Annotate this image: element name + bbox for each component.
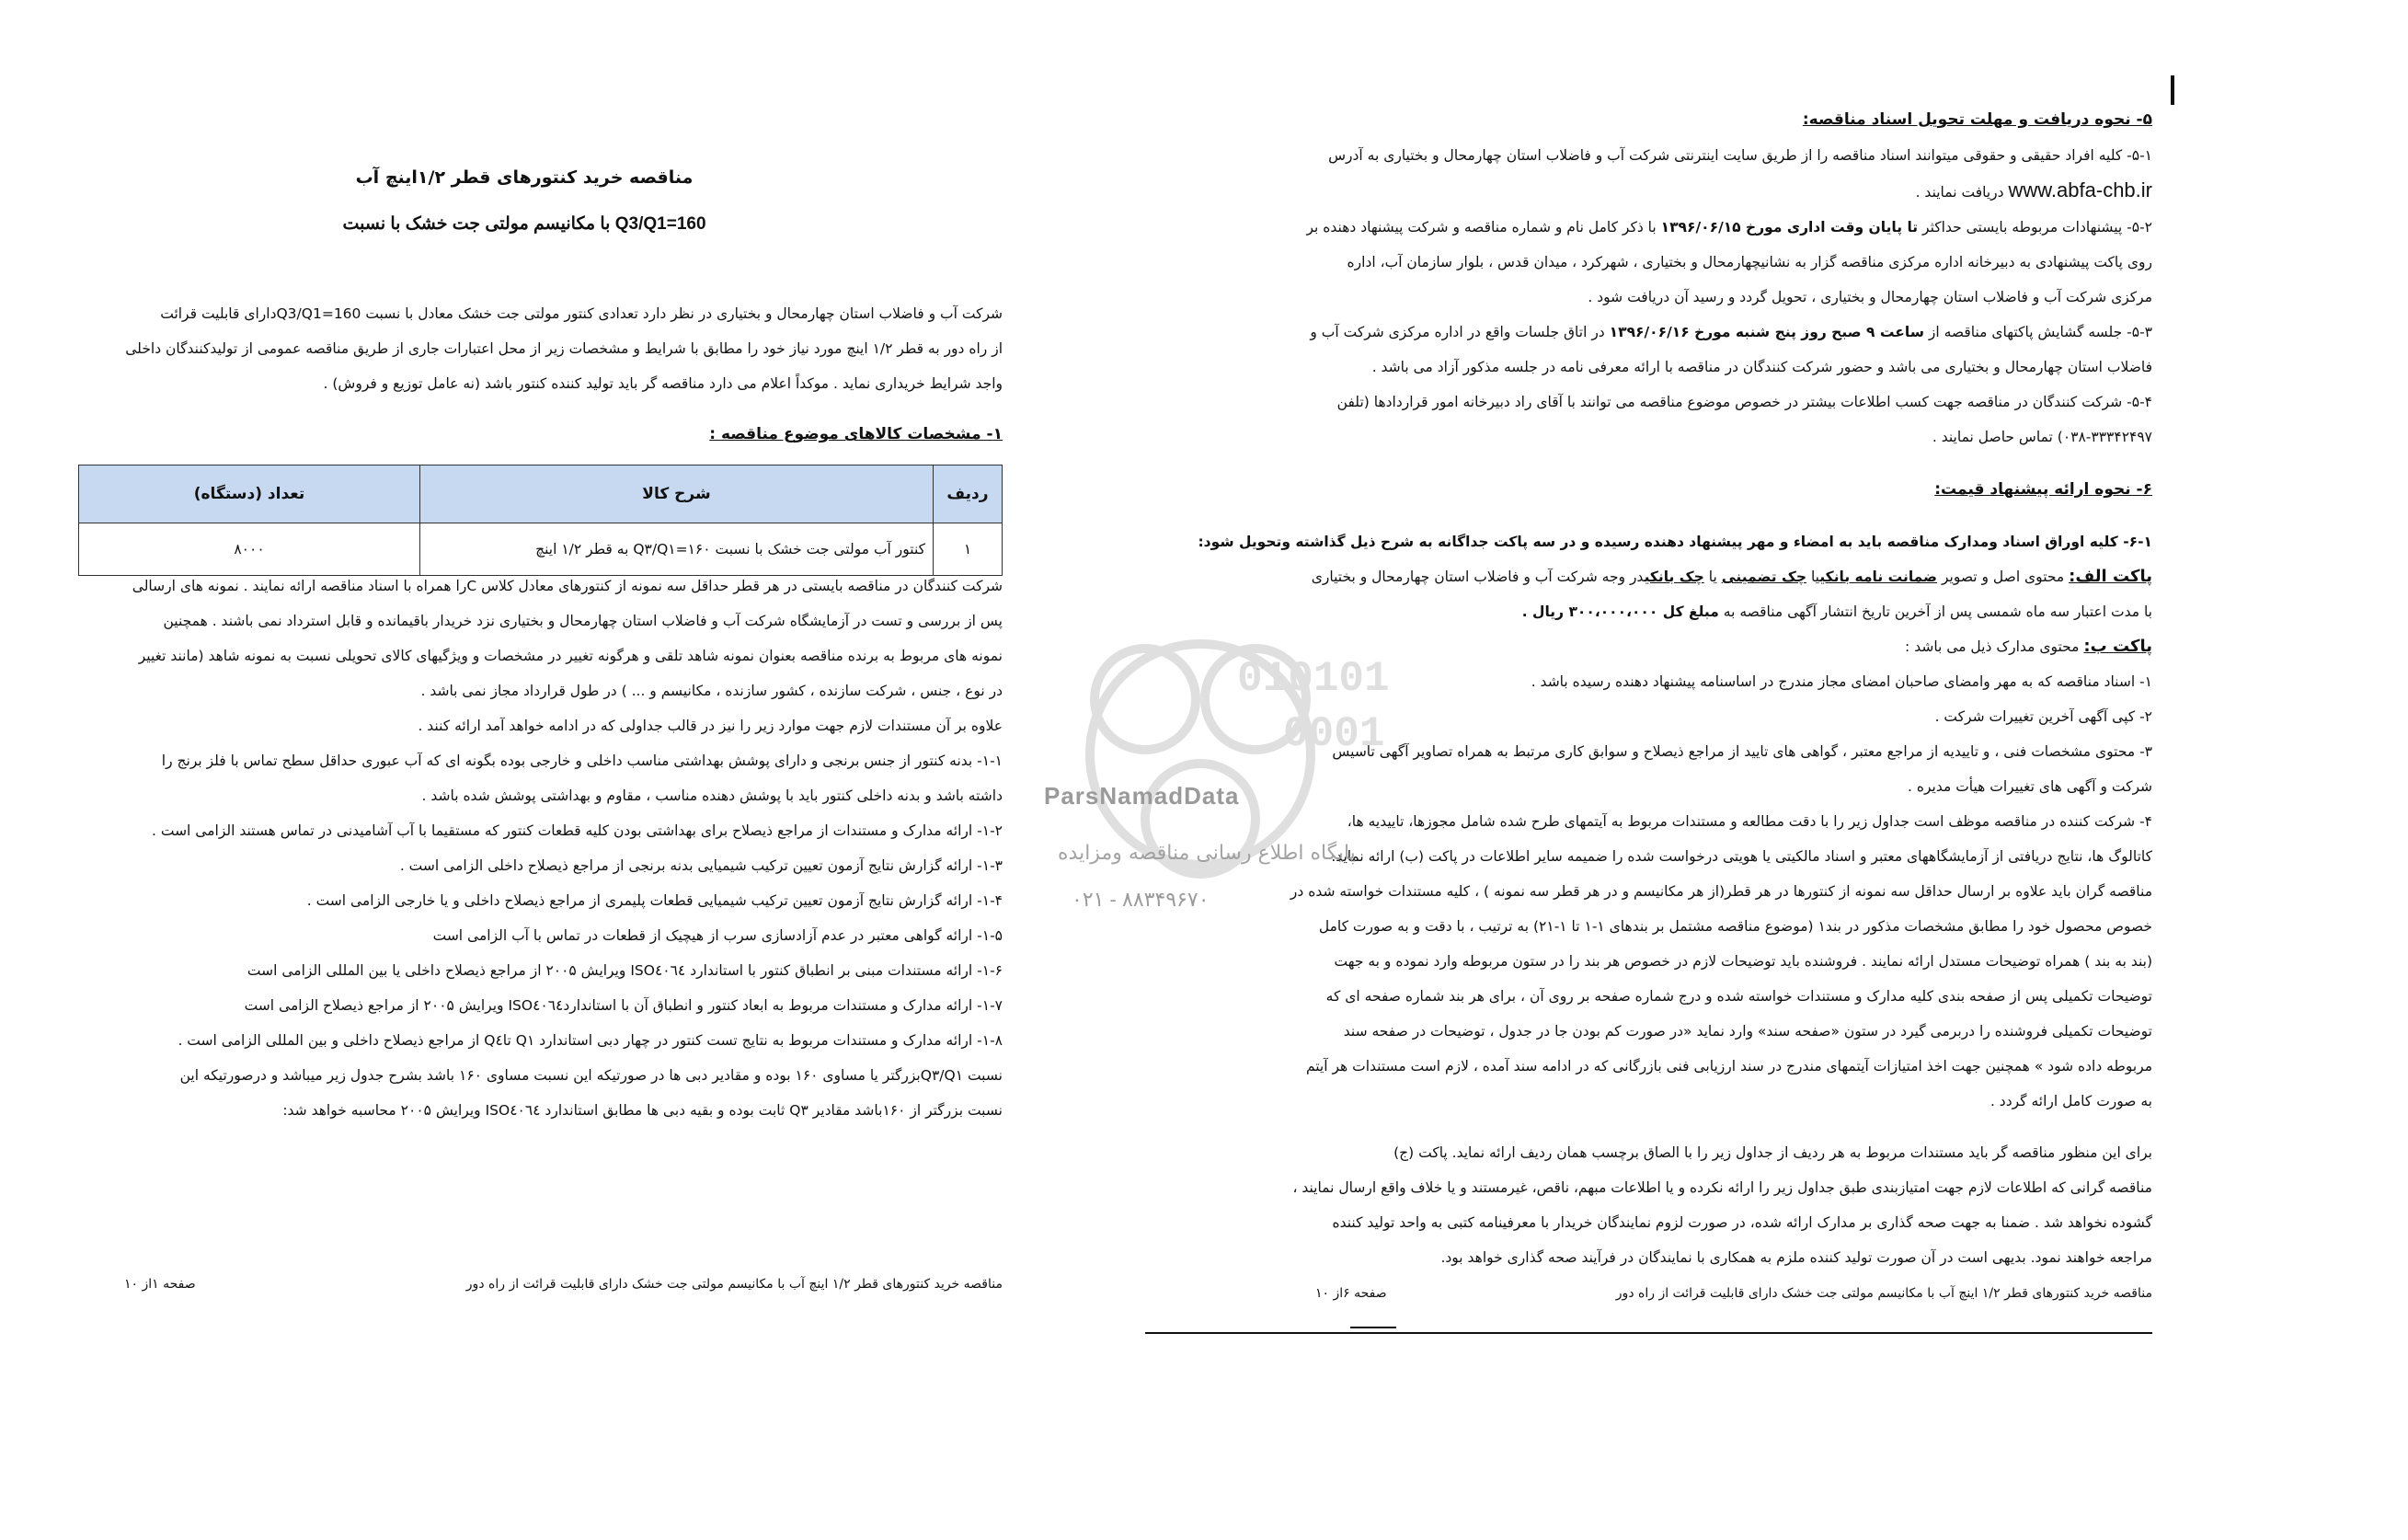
right-body-text [1168,101,2152,1275]
watermark-brand: ParsNamadData [1044,782,1240,810]
col-header-row: ردیف [934,465,1003,523]
col-header-description: شرح کالا [420,465,934,523]
clause-5-3-cont: فاضلاب استان چهارمحال و بختیاری می باشد و حضور شرکت کنندگان در مناقصه با ارائه معرفی نامه در جلسه مذکور آزاد می باشد . [1371,359,2152,375]
body-line: نسبت Q۳/Q۱بزرگتر یا مساوی ۱۶۰ بوده و مقادیر دبی ها در صورتیکه این نسبت مساوی ۱۶۰ باشد بشرح جدول زیر میباشد و درصورتیکه این [179,1067,1003,1084]
envelope-b-item: ۱- اسناد مناقصه که به مهر وامضای صاحبان امضای مجاز مندرج در اساسنامه پیشنهاد دهنده رسیده باشد . [1531,673,2152,690]
table-row [79,523,1003,576]
envelope-b-item: توضیحات تکمیلی فروشنده را دربرمی گیرد در ستون «صفحه سند» وارد نماید «در صورت کم بودن جا در جدول ، توضیحات در صفحه سند [1343,1023,2152,1040]
footer-page-number: صفحه ۶از ۱۰ [1315,1286,1387,1301]
intro-line: شرکت آب و فاضلاب استان چهارمحال و بختیاری در نظر دارد تعدادی کنتور مولتی جت خشک معادل با نسبت Q3/Q1=160دارای قابلیت قرائت [160,305,1003,322]
svg-text:0001: 0001 [1283,710,1385,758]
envelope-b: پاکت ب: محتوی مدارک ذیل می باشد : [1905,637,2152,656]
envelope-b-item: ۴- شرکت کننده در مناقصه موظف است جداول زیر را با دقت مطالعه و مستندات مربوط به آیتمهای طرح شده شامل مجوزها، تاییدیه ها، [1347,813,2152,830]
section1-heading: ۱- مشخصات کالاهای موضوع مناقصه : [709,425,1003,443]
page-edge-mark [2171,75,2174,105]
envelope-b-item: شرکت و آگهی های تغییرات هیأت مدیره . [1907,778,2152,795]
body-line: ۱-۷- ارائه مدارک و مستندات مربوط به ابعاد کنتور و انطباق آن با استانداردISO٤٠٦٤ ویرایش ۲۰۰۵ از مراجع ذیصلاح الزامی است [244,997,1003,1014]
left-page [46,0,1003,1325]
envelope-b-item: (بند به بند ) همراه توضیحات مستدل ارائه نمایند . فروشنده باید توضیحات لازم در خصوص هر بند را در ستون مربوطه وارد نموده و به جهت [1334,953,2152,970]
envelope-b-item: کاتالوگ ها، نتایج دریافتی از آزمایشگاههای معتبر و اسناد مالکیتی یا هویتی درخواست شده را ضمیمه سایر اطلاعات در پاکت (ب) ارائه نماید. [1331,848,2152,865]
goods-table [78,465,1003,576]
body-line: ۱-۳- ارائه گزارش نتایج آزمون تعیین ترکیب شیمیایی بدنه برنجی از مراجع ذیصلاح داخلی الزامی است . [399,857,1003,874]
body-line: علاوه بر آن مستندات لازم جهت موارد زیر را نیز در قالب جداولی که در ادامه خواهد آمد ارائه کنند . [418,718,1003,734]
clause-5-4-cont: ۰۳۸-۳۳۳۴۲۴۹۷) تماس حاصل نمایند . [1932,429,2152,445]
envelope-b-item: مناقصه گران باید علاوه بر ارسال حداقل سه نمونه از کنتورها در هر قطر(از هر مکانیسم و در هر قطر سه نمونه ) ، کلیه مستندات خواسته شده در [1290,883,2152,900]
envelope-b-item: به صورت کامل ارائه گردد . [1989,1093,2152,1109]
footer-title: مناقصه خرید کنتورهای قطر ۱/۲ اینچ آب با مکانیسم مولتی جت خشک دارای قابلیت قرائت از راه دور [465,1277,1003,1292]
left-body-text [46,569,1003,1128]
opening-session-time: ساعت ۹ صبح روز پنج شنبه مورخ ۱۳۹۶/۰۶/۱۶ [1609,324,1924,340]
envelope-a-label: پاکت الف: [2069,567,2152,586]
closing-line: مناقصه گرانی که اطلاعات لازم جهت امتیازبندی طبق جداول زیر را ارائه نکرده و یا اطلاعات مبهم، ناقص، غیرمستند و یا خلاف واقع ارسال نمایند ، [1292,1179,2152,1196]
closing-line: مراجعه خواهند نمود. بدیهی است در آن صورت تولید کننده ملزم به همکاری با نمایندگان در فرآیند صحه گذاری خواهد بود. [1440,1249,2152,1266]
tender-subtitle: با مکانیسم مولتی جت خشک با نسبت Q3/Q1=160 [342,214,706,234]
envelope-b-item: مربوطه داده شود » همچنین جهت اخذ امتیازات آیتمهای مندرج در سند ارزیابی فنی بازرگانی که در ادامه سند آمده ، لازم است مستندات هر آیتم [1305,1058,2152,1075]
clause-5-1-url-line: www.abfa-chb.ir دریافت نمایند . [1915,178,2152,201]
body-line: در نوع ، جنس ، شرکت سازنده ، کشور سازنده ، مکانیسم و ... ) در طول قرارداد مجاز نمی باشد . [420,683,1003,699]
clause-5-4: ۵-۴- شرکت کنندگان در مناقصه جهت کسب اطلاعات بیشتر در خصوص موضوع مناقصه می توانند با آقای راد دبیرخانه امور قراردادها (تلفن [1336,394,2152,410]
closing-line: گشوده نخواهد شد . ضمنا به جهت صحه گذاری بر مدارک ارائه شده، در صورت لزوم نمایندگان خریدار با معرفینامه کتبی به واحد تولید کننده [1332,1214,2152,1231]
table-header-row [79,465,1003,523]
watermark-tagline: پایگاه اطلاع رسانی مناقصه ومزایده [1058,842,1356,865]
cell-quantity: ۸۰۰۰ [79,523,420,576]
body-line: ۱-۱- بدنه کنتور از جنس برنجی و دارای پوشش بهداشتی مناسب داخلی و خارجی بوده بگونه ای که آب عبوری حداقل سطح تماس با فلز برنج را [161,753,1003,769]
envelope-b-item: خصوص محصول خود را مطابق مشخصات مذکور در بند۱ (موضوع مناقصه مشتمل بر بندهای ۱-۱ تا ۱-۲۱) به ترتیب ، با دقت و به صورت کامل [1318,918,2152,935]
col-header-quantity: تعداد (دستگاه) [79,465,420,523]
cell-description: کنتور آب مولتی جت خشک با نسبت ۱۶۰=Q۳/Q۱ به قطر ۱/۲ اینچ [420,523,934,576]
clause-6-1: ۶-۱- کلیه اوراق اسناد ومدارک مناقصه باید به امضاء و مهر پیشنهاد دهنده رسیده و در سه پاکت جداگانه به شرح ذیل گذاشته وتحویل شود: [1198,534,2152,550]
intro-paragraph [46,296,1003,401]
envelope-b-item: ۲- کپی آگهی آخرین تغییرات شرکت . [1934,708,2152,725]
body-line: پس از بررسی و تست در آزمایشگاه شرکت آب و فاضلاب استان چهارمحال و بختیاری نزد خریدار باقیمانده و قابل استرداد نمی باشند . همچنین [163,613,1003,629]
closing-line: برای این منظور مناقصه گر باید مستندات مربوط به هر ردیف از جداول زیر را با الصاق برچسب همان ردیف ارائه نماید. پاکت (ج) [1393,1144,2152,1161]
body-line: نمونه های مربوط به برنده مناقصه بعنوان نمونه شاهد تلقی و هرگونه تغییر در مشخصات و ویژگیهای کالای تحویلی نسبت به نمونه شاهد (مانند تغییر [138,648,1003,664]
body-line: ۱-۴- ارائه گزارش نتایج آزمون تعیین ترکیب شیمیایی قطعات پلیمری از مراجع ذیصلاح داخلی و یا خارجی الزامی است . [306,892,1003,909]
footer-title: مناقصه خرید کنتورهای قطر ۱/۲ اینچ آب با مکانیسم مولتی جت خشک دارای قابلیت قرائت از راه دور [1615,1286,2152,1301]
website-url: www.abfa-chb.ir [2008,178,2152,201]
guarantee-amount: مبلغ کل ۳۰۰،۰۰۰،۰۰۰ ریال . [1521,603,1719,620]
clause-5-1: ۵-۱- کلیه افراد حقیقی و حقوقی میتوانند اسناد مناقصه را از طریق سایت اینترنتی شرکت آب و فاضلاب استان چهارمحال و بختیاری به آدرس [1328,147,2152,164]
tender-title: مناقصه خرید کنتورهای قطر ۱/۲اینچ آب [355,167,694,188]
watermark-phone: ۰۲۱ - ۸۸۳۴۹۶۷۰ [1072,888,1210,911]
svg-text:010101: 010101 [1237,655,1390,703]
envelope-b-item: ۳- محتوی مشخصات فنی ، و تاییدیه از مراجع معتبر ، گواهی های تایید از مراجع ذیصلاح و سوابق کاری مرتبط به همراه تصاویر آگهی تاسیس [1332,743,2152,760]
body-line: ۱-۲- ارائه مدارک و مستندات از مراجع ذیصلاح برای بهداشتی بودن کلیه قطعات کنتور که مستقیما با آب آشامیدنی در تماس هستند الزامی است . [152,822,1003,839]
footer-page-number: صفحه ۱از ۱۰ [124,1277,196,1292]
body-line: نسبت بزرگتر از ۱۶۰باشد مقادیر Q۳ ثابت بوده و بقیه دبی ها مطابق استاندارد ISO٤٠٦٤ ویرایش ۲۰۰۵ محاسبه خواهد شد: [282,1102,1003,1119]
body-line: داشته باشد و بدنه داخلی کنتور باید با پوشش دهنده مناسب ، مقاوم و بهداشتی پوشش شده باشد . [421,787,1003,804]
body-line: ۱-۶- ارائه مستندات مبنی بر انطباق کنتور با استاندارد ISO٤٠٦٤ ویرایش ۲۰۰۵ از مراجع ذیصلاح داخلی یا بین المللی الزامی است [247,962,1003,979]
clause-5-2-cont: روی پاکت پیشنهادی به دبیرخانه اداره مرکزی مناقصه گزار به نشانیچهارمحال و بختیاری ، شهرکرد ، میدان قدس ، بلوار سازمان آب، اداره [1347,254,2152,270]
envelope-a-cont: با مدت اعتبار سه ماه شمسی پس از آخرین تاریخ انتشار آگهی مناقصه به مبلغ کل ۳۰۰،۰۰۰،۰۰۰ ریال . [1521,603,2152,620]
body-line: ۱-۵- ارائه گواهی معتبر در عدم آزادسازی سرب از هیچیک از قطعات در تماس با آب الزامی است [432,927,1003,944]
body-line: شرکت کنندگان در مناقصه بایستی در هر قطر حداقل سه نمونه از کنتورهای معادل کلاس Cرا همراه با اسناد مناقصه ارائه نمایند . نمونه های ارسالی [132,578,1003,594]
deadline-date: تا پایان وقت اداری مورخ ۱۳۹۶/۰۶/۱۵ [1660,219,1919,236]
footer-rule [1145,1332,2152,1334]
intro-line: از راه دور به قطر ۱/۲ اینچ مورد نیاز خود را مطابق با شرایط و مشخصات زیر از محل اعتبارات جاری از طریق مناقصه عمومی از تولیدکنندگان داخلی [125,340,1003,357]
right-page [1168,0,2152,1380]
envelope-b-item: توضیحات تکمیلی پس از صفحه بندی کلیه مدارک و مستندات خواسته شده و درج شماره صفحه بر روی آن ، برای هر بند شماره صفحه ای که [1325,988,2152,1005]
section5-heading: ۵- نحوه دریافت و مهلت تحویل اسناد مناقصه: [1802,110,2152,129]
section6-heading: ۶- نحوه ارائه پیشنهاد قیمت: [1934,480,2152,499]
clause-5-2-cont: مرکزی شرکت آب و فاضلاب استان چهارمحال و بختیاری ، تحویل گردد و رسید آن دریافت شود . [1588,289,2152,305]
envelope-a: پاکت الف: محتوی اصل و تصویر ضمانت نامه بانکییا چک تضمینی یا چک بانکیدر وجه شرکت آب و فاضلاب استان چهارمحال و بختیاری [1311,567,2152,586]
clause-5-3: ۵-۳- جلسه گشایش پاکتهای مناقصه از ساعت ۹ صبح روز پنج شنبه مورخ ۱۳۹۶/۰۶/۱۶ در اتاق جلسات واقع در اداره مرکزی شرکت آب و [1310,324,2152,340]
clause-5-2: ۵-۲- پیشنهادات مربوطه بایستی حداکثر تا پایان وقت اداری مورخ ۱۳۹۶/۰۶/۱۵ با ذکر کامل نام و شماره مناقصه و شرکت پیشنهاد دهنده بر [1306,219,2152,236]
body-line: ۱-۸- ارائه مدارک و مستندات مربوط به نتایج تست کنتور در چهار دبی استاندارد Q۱ تاQ٤ از مراجع ذیصلاح داخلی و بین المللی الزامی است . [178,1032,1003,1049]
envelope-b-label: پاکت ب: [2083,637,2152,656]
cell-row-number: ۱ [934,523,1003,576]
intro-line: واجد شرایط خریداری نماید . موکداً اعلام می دارد مناقصه گر باید تولید کننده کنتور باشد (نه عامل توزیع و فروش) . [323,375,1003,392]
footer-rule-short [1350,1327,1396,1328]
